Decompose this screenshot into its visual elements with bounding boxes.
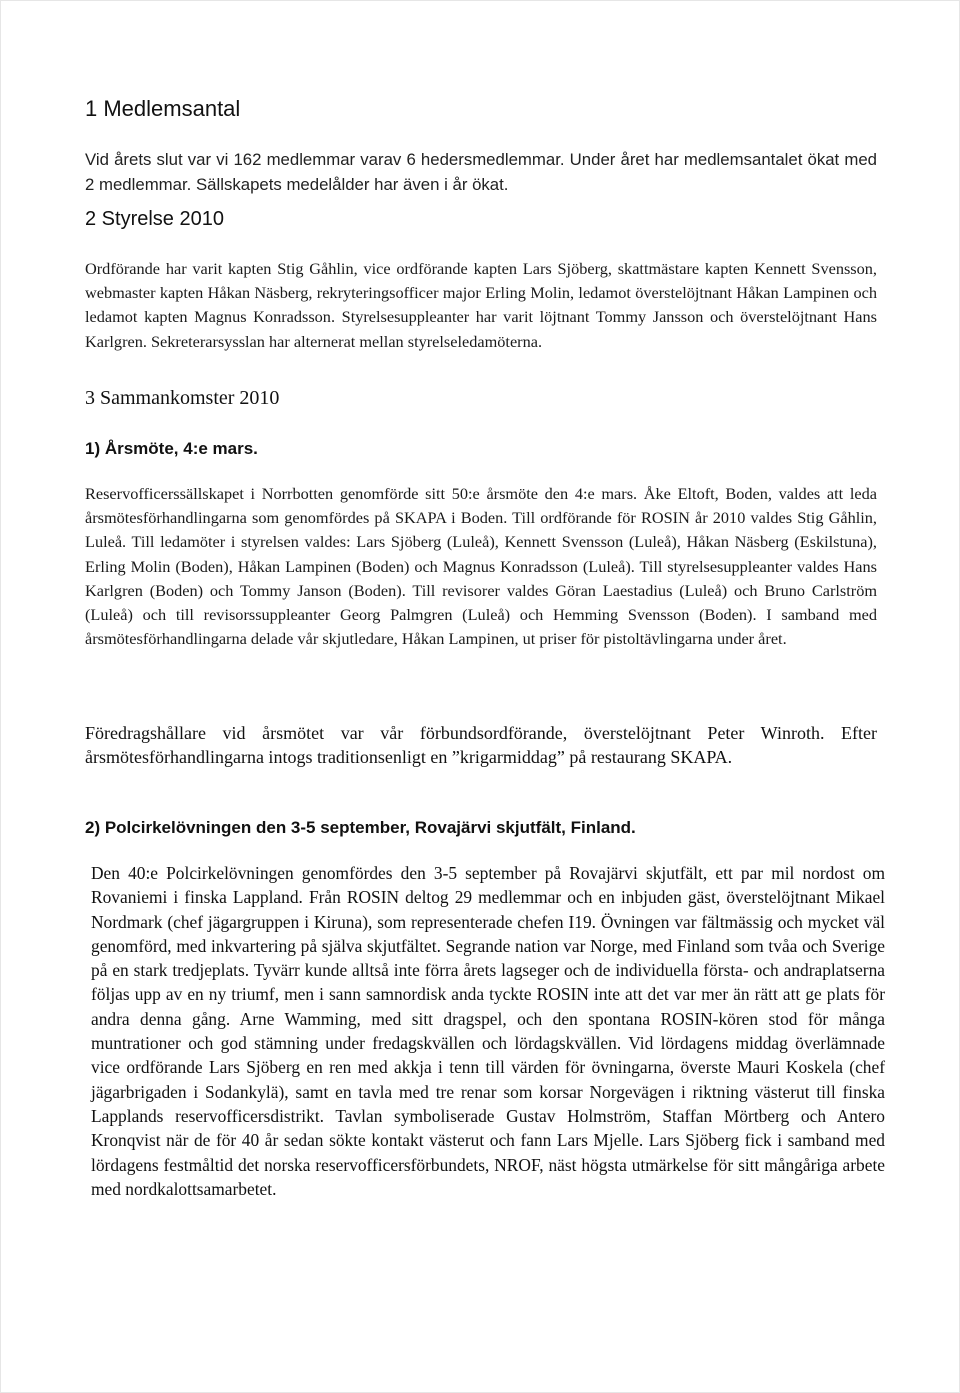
paragraph-styrelse: Ordförande har varit kapten Stig Gåhlin, vice ordförande kapten Lars Sjöberg, skattmästare kapten Kennett Svensson, webmaster kapten Håkan Näsberg, rekryteringsofficer major Erling Molin, ledamot överstelöjtnant Håkan Lampinen och ledamot kapten Magnus Konradsson. Styrelsesuppleanter har varit löjtnant Tommy Jansson och överstelöjtnant Hans Karlgren. Sekreterarsysslan har alternerat mellan styrelseledamöterna. — [85, 259, 877, 351]
paragraph-arsmote: Reservofficerssällskapet i Norrbotten genomförde sitt 50:e årsmöte den 4:e mars. Åke Eltoft, Boden, valdes att leda årsmötesförhandlingarna som genomfördes på SKAPA i Boden. Till ordförande för ROSIN år 2010 valdes Stig Gåhlin, Luleå. Till ledamöter i styrelsen valdes: Lars Sjöberg (Luleå), Kennett Svensson (Luleå), Håkan Näsberg (Eskilstuna), Erling Molin (Boden), Håkan Lampinen (Boden) och Magnus Konradsson (Luleå). Till styrelsesuppleanter valdes Hans Karlgren (Boden) och Tommy Janson (Boden). Till revisorer valdes Göran Laestadius (Luleå) och Bruno Carlström (Luleå) och till revisorssuppleanter Georg Palmgren (Luleå) och Hemming Svensson (Boden). I samband med årsmötesförhandlingarna delade vår skjutledare, Håkan Lampinen, ut priser för pistoltävlingarna under året. — [85, 484, 877, 649]
paragraph-foredragshallare: Föredragshållare vid årsmötet var vår förbundsordförande, överstelöjtnant Peter Winroth. Efter årsmötesförhandlingarna intogs traditionsenligt en ”krigarmiddag” på restaurang SKAPA. — [85, 723, 877, 768]
heading-sammankomster: 3 Sammankomster 2010 — [85, 387, 280, 409]
paragraph-polcirkelovningen: Den 40:e Polcirkelövningen genomfördes den 3-5 september på Rovajärvi skjutfält, ett par mil nordost om Rovaniemi i finska Lappland. Från ROSIN deltog 29 medlemmar och en inbjuden gäst, överstelöjtnant Mikael Nordmark (chef jägargruppen i Kiruna), som representerade chefen I19. Övningen var fältmässig och mycket väl genomförd, med inkvartering på själva skjutfältet. Segrande nation var Norge, med Finland som tvåa och Sverige på en stark tredjeplats. Tyvärr kunde alltså inte förra årets lagseger och de individuella första- och andraplatserna följas upp av en ny triumf, men i sann samnordisk anda tyckte ROSIN inte att det var mer än rätt att ge plats för andra denna gång. Arne Wamming, med sitt dragspel, och den spontana ROSIN-kören stod för många muntrationer och god stämning under fredagskvällen och lördagskvällen. Vid lördagens middag överlämnade vice ordförande Lars Sjöberg en ren med akkja i tenn till värden för övningarna, överste Mauri Koskela (chef jägarbrigaden i Sodankylä), samt en tavla med tre renar som korsar Norgevägen i riktning västerut till finska Lapplands reservofficersdistrikt. Tavlan symboliserade Gustav Holmström, Staffan Mörtberg och Antero Kronqvist när de för 40 år sedan sökte kontakt västerut och fann Lars Mjelle. Lars Sjöberg fick i samband med lördagens festmåltid det norska reservofficersförbundets, NROF, näst högsta utmärkelse för sitt mångåriga arbete med nordkalottsamarbetet. — [91, 863, 885, 1199]
heading-styrelse: 2 Styrelse 2010 — [85, 208, 224, 230]
heading-polcirkelovningen: 2) Polcirkelövningen den 3-5 september, Rovajärvi skjutfält, Finland. — [85, 818, 636, 837]
heading-medlemsantal: 1 Medlemsantal — [85, 96, 241, 121]
paragraph-medlemsantal: Vid årets slut var vi 162 medlemmar varav 6 hedersmedlemmar. Under året har medlemsantalet ökat med 2 medlemmar. Sällskapets medelålder har även i år ökat. — [85, 150, 877, 194]
heading-arsmote: 1) Årsmöte, 4:e mars. — [85, 439, 258, 458]
